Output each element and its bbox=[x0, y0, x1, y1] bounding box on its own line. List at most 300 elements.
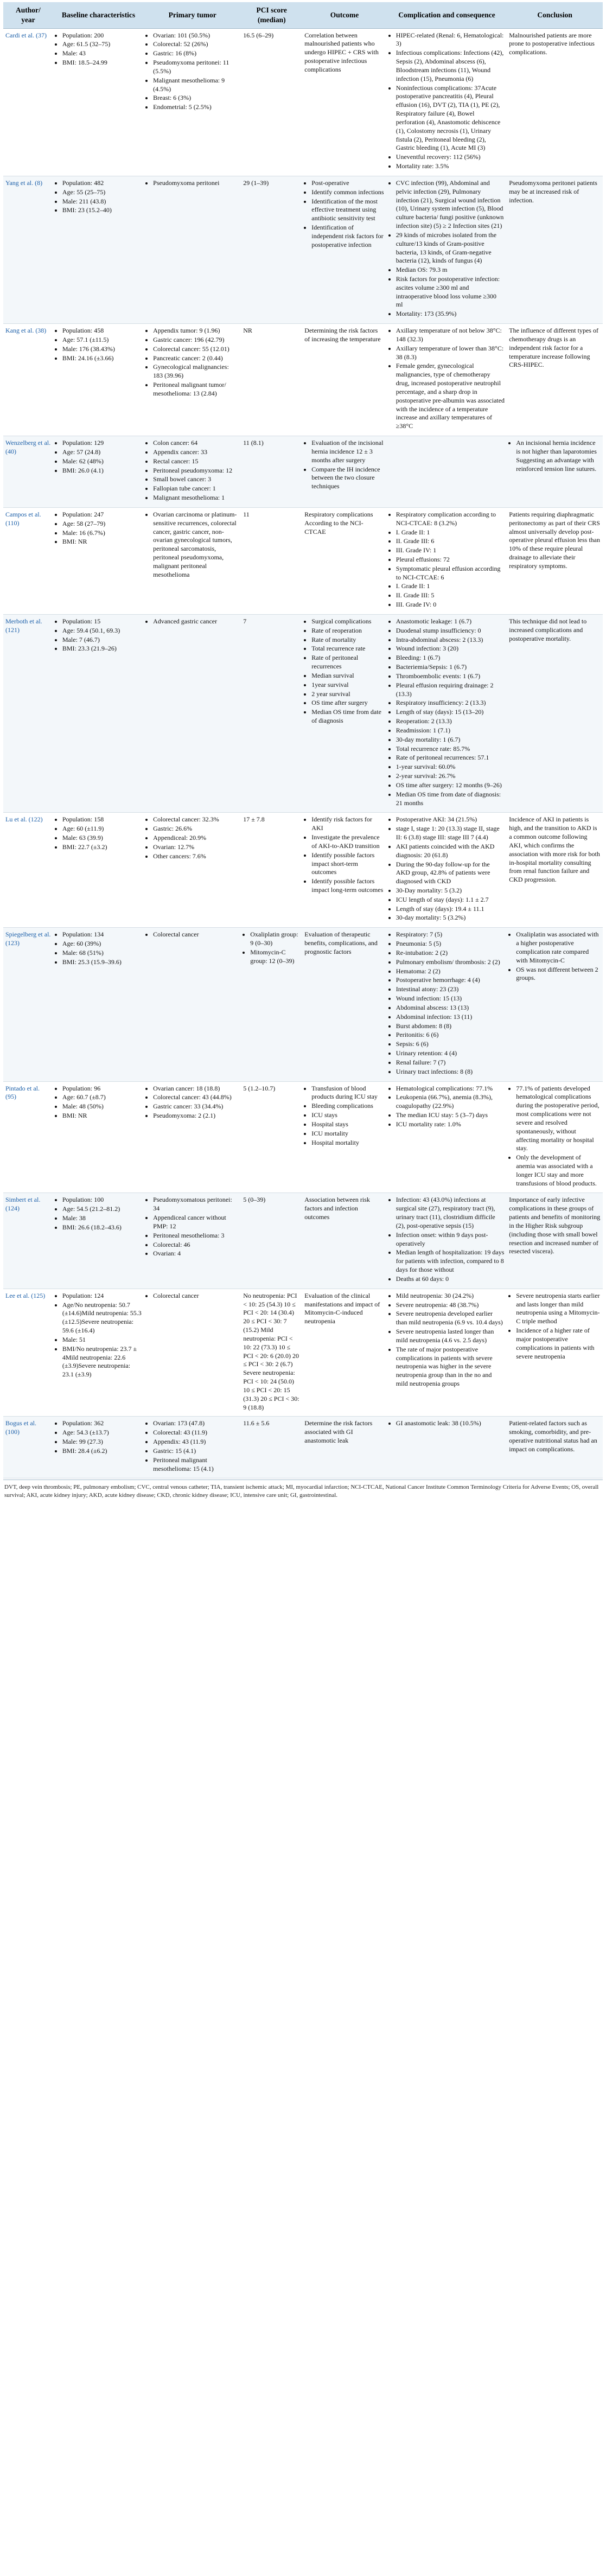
baseline-list-item: • Age: 54.3 (±13.7) bbox=[62, 1429, 142, 1437]
baseline-list-item: • Age: 57 (24.8) bbox=[62, 448, 142, 457]
cell-primary-tumor bbox=[144, 813, 241, 928]
tumor-list-item: • Pseudomyxoma peritonei bbox=[153, 179, 239, 188]
tumor-list-item: • Gastric cancer: 33 (34.4%) bbox=[153, 1102, 239, 1111]
baseline-list-item: • Population: 129 bbox=[62, 439, 142, 448]
outcome-list-item: • Identify common infections bbox=[311, 188, 385, 197]
complication-list-item: • Urinary retention: 4 (4) bbox=[396, 1049, 505, 1058]
cell-baseline bbox=[53, 614, 144, 812]
cell-pci-score bbox=[241, 813, 302, 928]
outcome-list-item: • Median survival bbox=[311, 672, 385, 680]
complication-list-item: • Mortality rate: 3.5% bbox=[396, 162, 505, 171]
outcome-list-item: • Bleeding complications bbox=[311, 1102, 385, 1111]
cell-author bbox=[3, 176, 53, 323]
author-citation-link[interactable]: Lu et al. (122) bbox=[5, 815, 43, 824]
tumor-list-item: • Endometrial: 5 (2.5%) bbox=[153, 103, 239, 112]
complication-list-item: • 29 kinds of microbes isolated from the culture/13 kinds of Gram-positive bacteria, 13 kinds, of Gram-negative bacteria (12), kinds of fungus (4) bbox=[396, 231, 505, 265]
baseline-list-item: • BMI: 23.3 (21.9–26) bbox=[62, 645, 142, 653]
table-body bbox=[3, 28, 603, 1478]
author-citation-link[interactable]: Kang et al. (38) bbox=[5, 327, 47, 335]
baseline-list-item: • BMI: NR bbox=[62, 538, 142, 546]
complication-list-item: • Female gender, gynecological malignancies, type of chemotherapy drug, increased postoperative neutrophil percentage, and a sharp drop in postoperative pre-albumin was associated with the incidence of a temperature increase and axillary temperatures of ≥38°C bbox=[396, 362, 505, 431]
complication-list bbox=[389, 327, 505, 431]
cell-author bbox=[3, 1193, 53, 1289]
baseline-list-item: • Male: 62 (48%) bbox=[62, 457, 142, 466]
complication-list-item: • Mild neutropenia: 30 (24.2%) bbox=[396, 1292, 505, 1300]
tumor-list-item: • Colorectal cancer: 32.3% bbox=[153, 815, 239, 824]
tumor-list bbox=[146, 439, 239, 502]
complication-list-item: • Abdominal infection: 13 (11) bbox=[396, 1013, 505, 1022]
cell-primary-tumor bbox=[144, 507, 241, 614]
complication-list bbox=[389, 1419, 505, 1428]
cell-outcome bbox=[302, 507, 387, 614]
cell-outcome bbox=[302, 1081, 387, 1193]
complication-list-item: • ICU length of stay (days): 1.1 ± 2.7 bbox=[396, 896, 505, 904]
cell-pci-score bbox=[241, 436, 302, 508]
outcome-text: Determine the risk factors associated with GI anastomotic leak bbox=[304, 1419, 373, 1445]
complication-list-item: • Bleeding: 1 (6.7) bbox=[396, 654, 505, 662]
outcome-list-item: • ICU stays bbox=[311, 1111, 385, 1120]
author-citation-link[interactable]: Simbert et al. (124) bbox=[5, 1196, 41, 1213]
cell-conclusion bbox=[507, 1417, 603, 1478]
complication-list-item: • During the 90-day follow-up for the AKD group, 42.8% of patients were diagnosed with CKD bbox=[396, 860, 505, 886]
baseline-list-item: • BMI: 22.7 (±3.2) bbox=[62, 843, 142, 852]
tumor-list-item: • Malignant mesothelioma: 9 (4.5%) bbox=[153, 76, 239, 94]
complication-list-item: • Median OS time from date of diagnosis: 21 months bbox=[396, 790, 505, 808]
outcome-list-item: • Rate of reoperation bbox=[311, 627, 385, 635]
cell-baseline bbox=[53, 436, 144, 508]
cell-complication bbox=[387, 1193, 507, 1289]
outcome-text: Evaluation of therapeutic benefits, complications, and prognostic factors bbox=[304, 930, 378, 955]
cell-primary-tumor bbox=[144, 1193, 241, 1289]
cell-conclusion bbox=[507, 614, 603, 812]
cell-pci-score bbox=[241, 1417, 302, 1478]
tumor-list bbox=[146, 179, 239, 188]
pci-value: 17 ± 7.8 bbox=[243, 815, 265, 824]
outcome-list-item: • Identification of the most effective treatment using antibiotic sensitivity test bbox=[311, 197, 385, 223]
baseline-list bbox=[55, 1085, 142, 1120]
tumor-list-item: • Ovarian: 173 (47.8) bbox=[153, 1419, 239, 1428]
author-citation-link[interactable]: Pintado et al. (95) bbox=[5, 1084, 40, 1101]
complication-list-item: • II. Grade III: 6 bbox=[396, 537, 505, 546]
baseline-list-item: • Male: 68 (51%) bbox=[62, 949, 142, 958]
header-primary-tumor: Primary tumor bbox=[144, 2, 241, 28]
complication-list-item: • Intestinal atony: 23 (23) bbox=[396, 985, 505, 994]
complication-list-item: • I. Grade II: 1 bbox=[396, 582, 505, 591]
complication-list-item: • HIPEC-related (Renal: 6, Hematological: 3) bbox=[396, 31, 505, 49]
tumor-list-item: • Gastric: 15 (4.1) bbox=[153, 1447, 239, 1456]
cell-pci-score bbox=[241, 614, 302, 812]
baseline-list-item: • Population: 158 bbox=[62, 815, 142, 824]
pci-list-item: • Oxaliplatin group: 9 (0–30) bbox=[250, 930, 300, 948]
tumor-list bbox=[146, 1196, 239, 1258]
baseline-list-item: • BMI/No neutropenia: 23.7 ± 4Mild neutropenia: 22.6 (±3.9)Severe neutropenia: 23.1 (±3.9) bbox=[62, 1345, 142, 1379]
conclusion-list-item: • Oxaliplatin was associated with a higher postoperative complication rate compared with Mitomycin-C bbox=[516, 930, 601, 965]
complication-list-item: • Risk factors for postoperative infection: ascites volume ≥300 ml and intraoperative blood loss volume ≥300 ml bbox=[396, 275, 505, 309]
complication-list-item: • CVC infection (99), Abdominal and pelvic infection (29), Pulmonary infection (21), Surgical wound infection (10), Urinary system infection (5), Blood culture bacteria/ fungi positive (unknown infection site) (5) ≥ 2 Infection sites (21) bbox=[396, 179, 505, 231]
tumor-list-item: • Ovarian: 4 bbox=[153, 1249, 239, 1258]
baseline-list-item: • Male: 16 (6.7%) bbox=[62, 529, 142, 538]
complication-list bbox=[389, 31, 505, 171]
complication-list-item: • Noninfectious complications: 37Acute postoperative pancreatitis (4), Pleural effusion (16), DVT (2), TIA (1), PE (2), Respiratory failure (4), Bowel perforation (4), Anastomotic dehiscence (1), Colostomy necrosis (1), Urinary fistula (2), Peritoneal bleeding (2), Gastric bleeding (1), Acute MI (3) bbox=[396, 84, 505, 153]
outcome-list-item: • Identify risk factors for AKI bbox=[311, 815, 385, 833]
baseline-list-item: • Age: 59.4 (50.1, 69.3) bbox=[62, 627, 142, 635]
cell-baseline bbox=[53, 1081, 144, 1193]
baseline-list-item: • BMI: 25.3 (15.9–39.6) bbox=[62, 958, 142, 967]
cell-conclusion bbox=[507, 1081, 603, 1193]
cell-primary-tumor bbox=[144, 28, 241, 176]
table-row bbox=[3, 1081, 603, 1193]
tumor-list-item: • Colorectal: 43 (11.9) bbox=[153, 1429, 239, 1437]
baseline-list-item: • Male: 99 (27.3) bbox=[62, 1438, 142, 1446]
baseline-list-item: • BMI: 26.6 (18.2–43.6) bbox=[62, 1223, 142, 1232]
baseline-list-item: • Population: 100 bbox=[62, 1196, 142, 1204]
tumor-list-item: • Pancreatic cancer: 2 (0.44) bbox=[153, 354, 239, 363]
baseline-list-item: • Population: 482 bbox=[62, 179, 142, 188]
tumor-list-item: • Other cancers: 7.6% bbox=[153, 852, 239, 861]
cell-primary-tumor bbox=[144, 176, 241, 323]
header-complication: Complication and consequence bbox=[387, 2, 507, 28]
baseline-list-item: • Male: 48 (50%) bbox=[62, 1102, 142, 1111]
baseline-list-item: • Population: 247 bbox=[62, 511, 142, 519]
baseline-list-item: • Male: 51 bbox=[62, 1336, 142, 1344]
baseline-list bbox=[55, 815, 142, 851]
complication-list-item: • Sepsis: 6 (6) bbox=[396, 1040, 505, 1049]
tumor-list-item: • Colorectal: 52 (26%) bbox=[153, 40, 239, 49]
cell-pci-score bbox=[241, 324, 302, 436]
cell-pci-score bbox=[241, 28, 302, 176]
complication-list-item: • Postoperative AKI: 34 (21.5%) bbox=[396, 815, 505, 824]
cell-author bbox=[3, 1417, 53, 1478]
baseline-list-item: • BMI: NR bbox=[62, 1112, 142, 1120]
baseline-list bbox=[55, 617, 142, 653]
complication-list-item: • ICU mortality rate: 1.0% bbox=[396, 1120, 505, 1129]
cell-outcome bbox=[302, 813, 387, 928]
cell-pci-score bbox=[241, 1193, 302, 1289]
baseline-list-item: • Age: 54.5 (21.2–81.2) bbox=[62, 1205, 142, 1214]
complication-list bbox=[389, 1196, 505, 1283]
cell-complication bbox=[387, 1417, 507, 1478]
complication-list-item: • Leukopenia (66.7%), anemia (8.3%), coagulopathy (22.9%) bbox=[396, 1093, 505, 1111]
cell-author bbox=[3, 928, 53, 1081]
outcome-text: Respiratory complications According to the NCI-CTCAE bbox=[304, 510, 373, 535]
complication-list-item: • Postoperative hemorrhage: 4 (4) bbox=[396, 976, 505, 985]
header-outcome: Outcome bbox=[302, 2, 387, 28]
complication-list-item: • 1-year survival: 60.0% bbox=[396, 763, 505, 771]
cell-conclusion bbox=[507, 324, 603, 436]
tumor-list-item: • Colon cancer: 64 bbox=[153, 439, 239, 448]
author-citation-link[interactable]: Bogus et al. (100) bbox=[5, 1419, 36, 1436]
outcome-text: Evaluation of the clinical manifestations and impact of Mitomycin-C-induced neutropenia bbox=[304, 1291, 380, 1325]
cell-outcome bbox=[302, 436, 387, 508]
tumor-list bbox=[146, 511, 239, 579]
tumor-list-item: • Appendix tumor: 9 (1.96) bbox=[153, 327, 239, 335]
baseline-list-item: • Age/No neutropenia: 50.7 (±14.6)Mild neutropenia: 55.3 (±12.5)Severe neutropenia: 59.6 (±16.4) bbox=[62, 1301, 142, 1335]
complication-list-item: • 2-year survival: 26.7% bbox=[396, 772, 505, 781]
complication-list-item: • Hematological complications: 77.1% bbox=[396, 1085, 505, 1093]
baseline-list-item: • Age: 60 (±11.9) bbox=[62, 825, 142, 833]
cell-conclusion bbox=[507, 813, 603, 928]
complication-list-item: • OS time after surgery: 12 months (9–26) bbox=[396, 781, 505, 790]
outcome-list-item: • Compare the IH incidence between the two closure techniques bbox=[311, 466, 385, 491]
pci-value: 16.5 (6–29) bbox=[243, 31, 274, 39]
conclusion-list-item: • Severe neutropenia starts earlier and lasts longer than mild neutropenia using a Mitomycin-C triple method bbox=[516, 1292, 601, 1326]
outcome-list-item: • Rate of peritoneal recurrences bbox=[311, 654, 385, 671]
complication-list bbox=[389, 815, 505, 922]
baseline-list bbox=[55, 327, 142, 362]
tumor-list-item: • Gastric: 26.6% bbox=[153, 825, 239, 833]
complication-list-item: • Axillary temperature of lower than 38°C: 38 (8.3) bbox=[396, 345, 505, 362]
complication-list-item: • Severe neutropenia lasted longer than mild neutropenia (4.6 vs. 2.5 days) bbox=[396, 1328, 505, 1345]
baseline-list-item: • BMI: 18.5–24.99 bbox=[62, 59, 142, 67]
outcome-list-item: • Hospital stays bbox=[311, 1120, 385, 1129]
cell-pci-score bbox=[241, 176, 302, 323]
complication-list-item: • Rate of peritoneal recurrences: 57.1 bbox=[396, 754, 505, 762]
tumor-list-item: • Peritoneal malignant tumor/ mesothelioma: 13 (2.84) bbox=[153, 381, 239, 398]
author-citation-link[interactable]: Lee et al. (125) bbox=[5, 1291, 46, 1299]
cell-primary-tumor bbox=[144, 928, 241, 1081]
outcome-list-item: • Surgical complications bbox=[311, 617, 385, 626]
cell-baseline bbox=[53, 1417, 144, 1478]
complication-list-item: • The median ICU stay: 5 (3–7) days bbox=[396, 1111, 505, 1120]
cell-outcome bbox=[302, 614, 387, 812]
table-footnote: DVT, deep vein thrombosis; PE, pulmonary embolism; CVC, central venous catheter; TIA, transient ischemic attack; MI, myocardial infarction; NCI-CTCAE, National Cancer Institute Common Terminology Criteria for Adverse Events; OS, overall survival; AKI, acute kidney injury; AKD, acute kidney disease; CKD, chronic kidney disease; ICU, intensive care unit; GI, gastrointestinal. bbox=[3, 1480, 603, 1502]
baseline-list-item: • BMI: 28.4 (±6.2) bbox=[62, 1447, 142, 1456]
baseline-list-item: • Age: 60.7 (±8.7) bbox=[62, 1093, 142, 1102]
complication-list-item: • GI anastomotic leak: 38 (10.5%) bbox=[396, 1419, 505, 1428]
cell-author bbox=[3, 813, 53, 928]
complication-list-item: • Median length of hospitalization: 19 days for patients with infection, compared to 8 days for those without bbox=[396, 1248, 505, 1274]
complication-list-item: • Axillary temperature of not below 38°C: 148 (32.3) bbox=[396, 327, 505, 344]
conclusion-text: Patients requiring diaphragmatic peritonectomy as part of their CRS almost universally develop post-operative pleural effusion less than 10% of these require pleural drainage to alleviate their respiratory symptoms. bbox=[509, 510, 600, 570]
complication-list-item: • III. Grade IV: 1 bbox=[396, 546, 505, 555]
complication-list-item: • Abdominal abscess: 13 (13) bbox=[396, 1004, 505, 1012]
table-row bbox=[3, 1193, 603, 1289]
cell-author bbox=[3, 28, 53, 176]
table-row bbox=[3, 324, 603, 436]
table-row bbox=[3, 1289, 603, 1417]
cell-pci-score bbox=[241, 507, 302, 614]
tumor-list-item: • Appendiceal: 20.9% bbox=[153, 834, 239, 843]
baseline-list-item: • Age: 57.1 (±11.5) bbox=[62, 336, 142, 345]
conclusion-list-item: • 77.1% of patients developed hematological complications during the postoperative period, most complications were not severe and resolved spontaneously, without affecting mortality or hospital stay. bbox=[516, 1085, 601, 1153]
cell-conclusion bbox=[507, 176, 603, 323]
outcome-list-item: • Identify possible factors impact long-term outcomes bbox=[311, 877, 385, 895]
baseline-list bbox=[55, 1419, 142, 1455]
complication-list-item: • II. Grade III: 5 bbox=[396, 591, 505, 600]
conclusion-list bbox=[509, 930, 601, 983]
outcome-list-item: • Rate of mortality bbox=[311, 636, 385, 645]
cell-baseline bbox=[53, 813, 144, 928]
conclusion-text: Malnourished patients are more prone to postoperative infectious complications. bbox=[509, 31, 595, 56]
complication-list-item: • Anastomotic leakage: 1 (6.7) bbox=[396, 617, 505, 626]
complication-list-item: • Urinary tract infections: 8 (8) bbox=[396, 1068, 505, 1076]
tumor-list-item: • Appendiceal cancer without PMP: 12 bbox=[153, 1214, 239, 1231]
complication-list-item: • Respiratory: 7 (5) bbox=[396, 930, 505, 939]
complication-list-item: • Deaths at 60 days: 0 bbox=[396, 1275, 505, 1284]
conclusion-list-item: • Only the development of anemia was associated with a longer ICU stay and more transfusions of blood products. bbox=[516, 1153, 601, 1188]
baseline-list-item: • Male: 43 bbox=[62, 49, 142, 58]
complication-list-item: • Readmission: 1 (7.1) bbox=[396, 726, 505, 735]
author-citation-link[interactable]: Campos et al. (110) bbox=[5, 510, 41, 527]
author-citation-link[interactable]: Cardi et al. (37) bbox=[5, 31, 47, 39]
baseline-list-item: • Population: 134 bbox=[62, 930, 142, 939]
pci-list bbox=[243, 930, 300, 965]
complication-list-item: • Pneumonia: 5 (5) bbox=[396, 940, 505, 948]
baseline-list-item: • Male: 63 (39.9) bbox=[62, 834, 142, 843]
cell-pci-score bbox=[241, 1081, 302, 1193]
complication-list-item: • Total recurrence rate: 85.7% bbox=[396, 745, 505, 754]
author-citation-link[interactable]: Spiegelberg et al. (123) bbox=[5, 930, 51, 947]
cell-primary-tumor bbox=[144, 1417, 241, 1478]
cell-complication bbox=[387, 28, 507, 176]
outcome-list-item: • OS time after surgery bbox=[311, 699, 385, 707]
complication-list-item: • Wound infection: 15 (13) bbox=[396, 994, 505, 1003]
baseline-list-item: • Population: 15 bbox=[62, 617, 142, 626]
tumor-list-item: • Appendix cancer: 33 bbox=[153, 448, 239, 457]
baseline-list-item: • BMI: 23 (15.2–40) bbox=[62, 206, 142, 215]
tumor-list-item: • Ovarian cancer: 18 (18.8) bbox=[153, 1085, 239, 1093]
table-header bbox=[3, 2, 603, 28]
baseline-list bbox=[55, 511, 142, 546]
complication-list bbox=[389, 179, 505, 318]
complication-list-item: • Infection: 43 (43.0%) infections at surgical site (27), respiratory tract (9), urinary tract (11), clostridium difficile (2), post-operative sepsis (15) bbox=[396, 1196, 505, 1230]
complication-list-item: • The rate of major postoperative complications in patients with severe neutropenia was higher in the severe neutropenia group than in the no and mild neutropenia groups bbox=[396, 1346, 505, 1388]
header-baseline: Baseline characteristics bbox=[53, 2, 144, 28]
baseline-list-item: • Age: 61.5 (32–75) bbox=[62, 40, 142, 49]
complication-list bbox=[389, 930, 505, 1076]
baseline-list-item: • Population: 200 bbox=[62, 31, 142, 40]
cell-primary-tumor bbox=[144, 1289, 241, 1417]
tumor-list-item: • Pseudomyxoma peritonei: 11 (5.5%) bbox=[153, 59, 239, 76]
baseline-list-item: • Age: 55 (25–75) bbox=[62, 188, 142, 197]
complications-table bbox=[3, 2, 603, 1478]
complication-list-item: • Pleural effusions: 72 bbox=[396, 556, 505, 564]
complication-list-item: • III. Grade IV: 0 bbox=[396, 601, 505, 609]
tumor-list-item: • Pseudomyxoma: 2 (2.1) bbox=[153, 1112, 239, 1120]
tumor-list-item: • Colorectal cancer bbox=[153, 930, 239, 939]
conclusion-text: The influence of different types of chemotherapy drugs is an independent risk factor for a temperature increase following CRS-HIPEC. bbox=[509, 327, 598, 369]
conclusion-text: Importance of early infective complications in these groups of patients and benefits of monitoring in the Higher Risk subgroup (including those with small bowel resection and increased number of resected viscera). bbox=[509, 1196, 601, 1255]
pci-value: 11 (8.1) bbox=[243, 439, 264, 447]
tumor-list-item: • Ovarian: 12.7% bbox=[153, 843, 239, 852]
author-citation-link[interactable]: Merboth et al. (121) bbox=[5, 617, 42, 634]
header-pci-score: PCI score (median) bbox=[241, 2, 302, 28]
conclusion-text: This technique did not lead to increased complications and postoperative mortality. bbox=[509, 617, 587, 642]
cell-complication bbox=[387, 324, 507, 436]
outcome-list-item: • 1year survival bbox=[311, 681, 385, 690]
outcome-text: Determining the risk factors of increasing the temperature bbox=[304, 327, 381, 343]
conclusion-list bbox=[509, 1085, 601, 1188]
complication-list-item: • Bacteriemia/Sepsis: 1 (6.7) bbox=[396, 663, 505, 672]
cell-author bbox=[3, 324, 53, 436]
baseline-list bbox=[55, 31, 142, 67]
conclusion-list bbox=[509, 439, 601, 473]
table-row bbox=[3, 1417, 603, 1478]
baseline-list-item: • Population: 458 bbox=[62, 327, 142, 335]
tumor-list-item: • Colorectal: 46 bbox=[153, 1241, 239, 1249]
tumor-list-item: • Advanced gastric cancer bbox=[153, 617, 239, 626]
cell-complication bbox=[387, 507, 507, 614]
outcome-list-item: • Identification of independent risk factors for postoperative infection bbox=[311, 224, 385, 249]
conclusion-list bbox=[509, 1292, 601, 1361]
complication-list-item: • Reoperation: 2 (13.3) bbox=[396, 717, 505, 726]
tumor-list bbox=[146, 1419, 239, 1473]
cell-primary-tumor bbox=[144, 614, 241, 812]
author-citation-link[interactable]: Wenzelberg et al. (40) bbox=[5, 439, 51, 455]
table-row bbox=[3, 436, 603, 508]
author-citation-link[interactable]: Yang et al. (8) bbox=[5, 178, 43, 187]
complication-list-item: • Infectious complications: Infections (42), Sepsis (2), Abdominal abscess (6), Bloodstream infections (11), Wound infection (15), Pneumonia (6) bbox=[396, 49, 505, 83]
header-author: Author/ year bbox=[3, 2, 53, 28]
complication-list-item: • Length of stay (days): 15 (13–20) bbox=[396, 708, 505, 717]
complication-list-item: • Severe neutropenia: 48 (38.7%) bbox=[396, 1301, 505, 1310]
complication-list-item: • Pulmonary embolism/ thrombosis: 2 (2) bbox=[396, 958, 505, 967]
cell-baseline bbox=[53, 928, 144, 1081]
complication-list-item: • 30-day mortality: 5 (3.2%) bbox=[396, 914, 505, 922]
pci-value: 5 (1.2–10.7) bbox=[243, 1084, 276, 1092]
baseline-list-item: • Age: 58 (27–79) bbox=[62, 520, 142, 528]
cell-conclusion bbox=[507, 1193, 603, 1289]
complication-list-item: • Severe neutropenia developed earlier than mild neutropenia (6.9 vs. 10.4 days) bbox=[396, 1310, 505, 1327]
cell-complication bbox=[387, 1081, 507, 1193]
complication-list-item: • Intra-abdominal abscess: 2 (13.3) bbox=[396, 636, 505, 645]
complication-list-item: • Renal failure: 7 (7) bbox=[396, 1059, 505, 1067]
tumor-list bbox=[146, 930, 239, 939]
complication-list-item: • 30-Day mortality: 5 (3.2) bbox=[396, 887, 505, 895]
pci-value: 5 (0–39) bbox=[243, 1196, 266, 1204]
complication-list bbox=[389, 1292, 505, 1388]
complication-list-item: • Thromboembolic events: 1 (6.7) bbox=[396, 672, 505, 681]
cell-outcome bbox=[302, 1289, 387, 1417]
pci-list-item: • Mitomycin-C group: 12 (0–39) bbox=[250, 948, 300, 966]
cell-outcome bbox=[302, 1417, 387, 1478]
tumor-list-item: • Pseudomyxomatous peritonei: 34 bbox=[153, 1196, 239, 1213]
cell-conclusion bbox=[507, 1289, 603, 1417]
cell-pci-score bbox=[241, 928, 302, 1081]
table-row bbox=[3, 28, 603, 176]
cell-baseline bbox=[53, 1193, 144, 1289]
tumor-list-item: • Appendix: 43 (11.9) bbox=[153, 1438, 239, 1446]
cell-primary-tumor bbox=[144, 324, 241, 436]
cell-author bbox=[3, 1081, 53, 1193]
complication-list-item: • Length of stay (days): 19.4 ± 11.1 bbox=[396, 905, 505, 914]
cell-conclusion bbox=[507, 507, 603, 614]
tumor-list-item: • Colorectal cancer: 43 (44.8%) bbox=[153, 1093, 239, 1102]
tumor-list-item: • Colorectal cancer: 55 (12.01) bbox=[153, 345, 239, 354]
complication-list-item: • Duodenal stump insufficiency: 0 bbox=[396, 627, 505, 635]
cell-complication bbox=[387, 928, 507, 1081]
baseline-list-item: • Male: 7 (46.7) bbox=[62, 636, 142, 645]
cell-conclusion bbox=[507, 28, 603, 176]
cell-baseline bbox=[53, 507, 144, 614]
cell-complication bbox=[387, 813, 507, 928]
complication-list-item: • Wound infection: 3 (20) bbox=[396, 645, 505, 653]
conclusion-list-item: • OS was not different between 2 groups. bbox=[516, 966, 601, 983]
outcome-list-item: • Median OS time from date of diagnosis bbox=[311, 708, 385, 725]
cell-primary-tumor bbox=[144, 1081, 241, 1193]
tumor-list bbox=[146, 815, 239, 860]
baseline-list bbox=[55, 1292, 142, 1379]
complication-list-item: • Pleural effusion requiring drainage: 2 (13.3) bbox=[396, 681, 505, 699]
tumor-list-item: • Malignant mesothelioma: 1 bbox=[153, 494, 239, 502]
cell-baseline bbox=[53, 176, 144, 323]
cell-author bbox=[3, 614, 53, 812]
baseline-list-item: • Population: 96 bbox=[62, 1085, 142, 1093]
cell-conclusion bbox=[507, 928, 603, 1081]
pci-value: 11 bbox=[243, 510, 250, 518]
outcome-list-item: • Hospital mortality bbox=[311, 1139, 385, 1147]
table-row bbox=[3, 813, 603, 928]
